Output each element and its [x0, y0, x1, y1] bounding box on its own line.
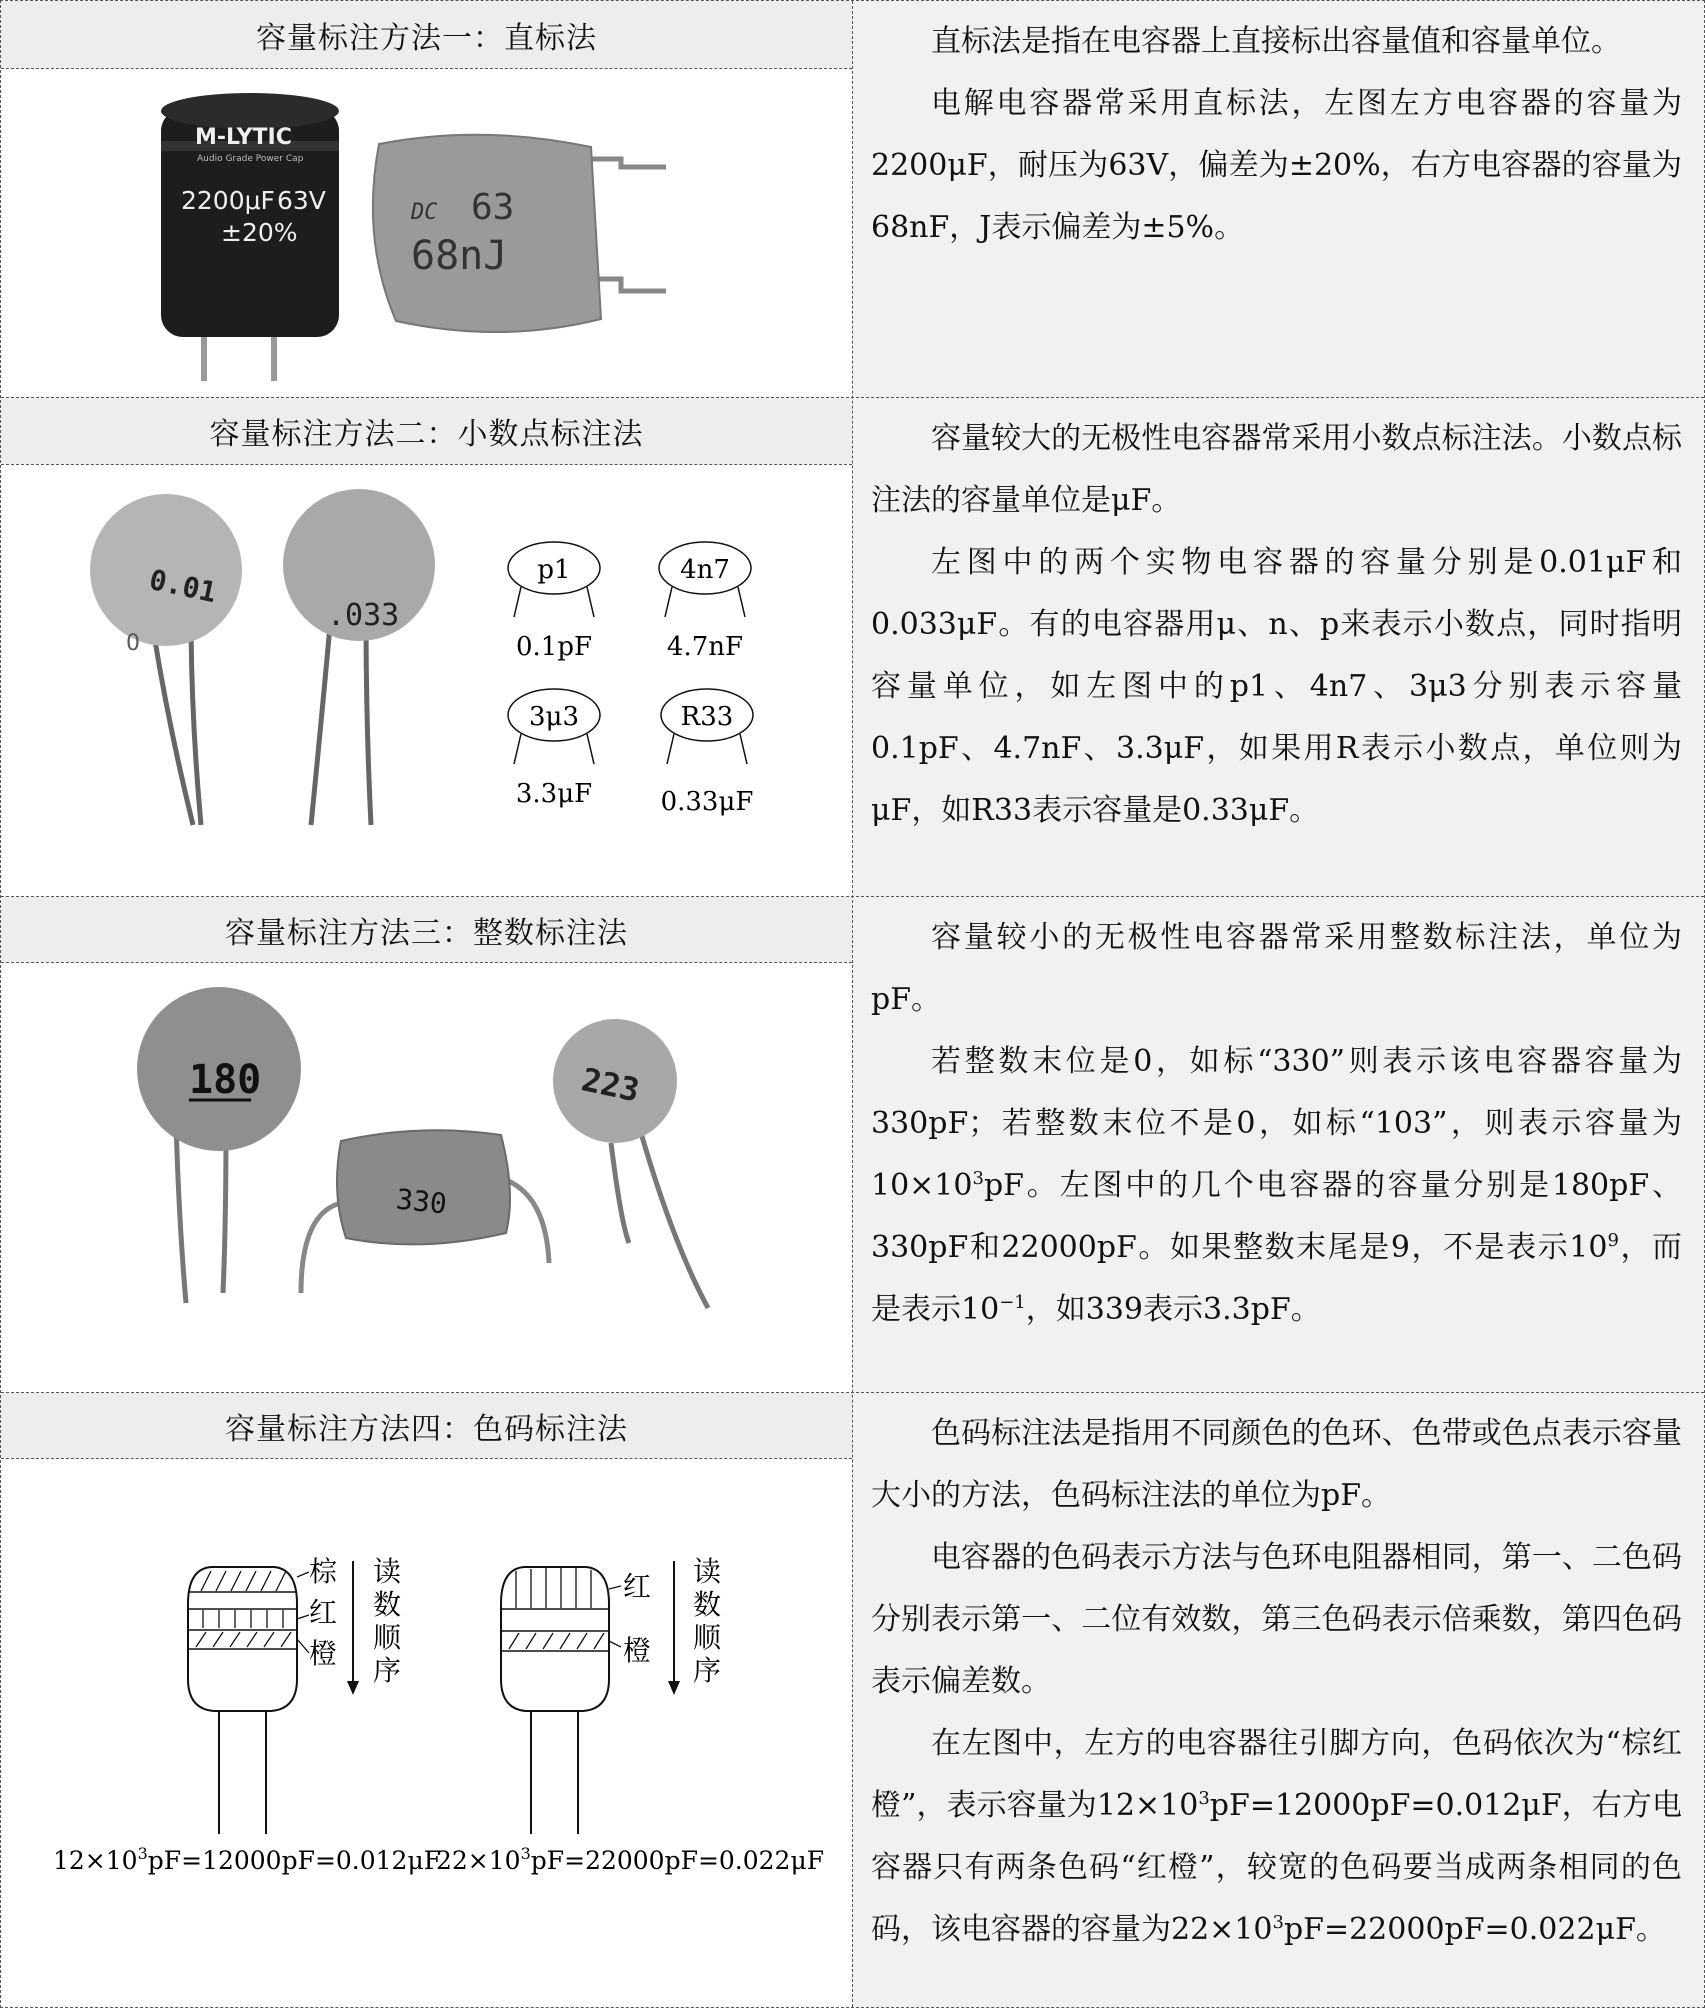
svg-text:223: 223 — [578, 1060, 643, 1110]
svg-text:棕: 棕 — [309, 1555, 338, 1588]
svg-text:p1: p1 — [537, 555, 571, 585]
figure-color-code-capacitors — [1, 1459, 852, 2007]
svg-text:序: 序 — [373, 1654, 402, 1687]
electrolytic-brand: M-LYTIC — [195, 125, 292, 150]
schematic-R33 — [661, 689, 754, 817]
svg-text:读: 读 — [693, 1555, 722, 1588]
right-capacitance-caption: $22\times 10^3pF=22000pF=0.022\mu F$ — [436, 1844, 825, 1875]
svg-text:0: 0 — [126, 631, 140, 656]
schematic-3u3 — [508, 689, 600, 809]
svg-text:DC: DC — [411, 200, 438, 225]
svg-text:Audio Grade Power Cap: Audio Grade Power Cap — [197, 154, 304, 164]
svg-text:红: 红 — [309, 1596, 338, 1629]
heading-direct-method: 容量标注方法一：直标法 — [1, 1, 852, 68]
svg-text:63V: 63V — [277, 186, 326, 215]
heading-color-code-method: 容量标注方法四：色码标注法 — [1, 1393, 852, 1458]
box-capacitor-330 — [301, 1130, 549, 1293]
svg-text:330: 330 — [394, 1182, 449, 1221]
heading-integer-method: 容量标注方法三：整数标注法 — [1, 897, 852, 962]
svg-text:0.01: 0.01 — [146, 562, 220, 610]
svg-text:63: 63 — [471, 187, 515, 228]
disc-capacitor-0.033 — [283, 489, 435, 825]
svg-text:顺: 顺 — [693, 1621, 722, 1654]
svg-text:橙: 橙 — [623, 1634, 652, 1667]
svg-text:3μ3: 3μ3 — [529, 702, 579, 732]
photo-direct-marked-capacitors — [1, 69, 852, 397]
svg-text:橙: 橙 — [309, 1637, 338, 1670]
text-color-code-method: 色码标注法是指用不同颜色的色环、色带或色点表示容量大小的方法，色码标注法的单位为pF。 电容器的色码表示方法与色环电阻器相同，第一、二色码分别表示第一、二位有效数，第三色码表示倍乘数，第四色码表示偏差数。 在左图中，左方的电容器往引脚方向，色码依次为“棕红橙”，表示容量为$12\times 10^3pF=12000pF=0.012\mu F$，右方电容器只有两条色码“红橙”，较宽的色码要当成两条相同的色码，该电容器的容量为$22\times 10^3pF=22000pF=0.022\mu F$。 — [853, 1393, 1704, 2007]
text-integer-method: 容量较小的无极性电容器常采用整数标注法，单位为pF。 若整数末位是0，如标“330”则表示该电容器容量为330pF；若整数末位不是0，如标“103”，则表示容量为$10\times 10^3pF$。左图中的几个电容器的容量分别是180pF、330pF和22000pF。如果整数末尾是9，不是表示$10^9$，而是表示$10^{-1}$，如339表示3.3pF。 — [853, 897, 1704, 1392]
electrolytic-capacitor — [161, 93, 339, 381]
svg-text:0.1pF: 0.1pF — [515, 632, 593, 662]
svg-text:R33: R33 — [680, 702, 734, 732]
svg-text:序: 序 — [693, 1654, 722, 1687]
film-code: 68nJ — [411, 233, 508, 279]
heading-decimal-method: 容量标注方法二：小数点标注法 — [1, 398, 852, 464]
disc-capacitor-223 — [553, 1019, 708, 1308]
svg-text:数: 数 — [693, 1588, 722, 1621]
schematic-p1 — [508, 542, 600, 662]
svg-text:4n7: 4n7 — [680, 555, 730, 585]
svg-text:±20%: ±20% — [221, 218, 298, 247]
disc-capacitor-180 — [137, 987, 301, 1303]
schematic-4n7 — [659, 542, 751, 662]
color-coded-capacitor-left — [188, 1555, 402, 1834]
film-capacitor — [373, 135, 666, 332]
electrolytic-value: 2200μF — [181, 186, 275, 215]
svg-text:数: 数 — [373, 1588, 402, 1621]
svg-text:180: 180 — [189, 1057, 262, 1103]
svg-text:.033: .033 — [327, 598, 400, 633]
disc-capacitor-0.01 — [90, 494, 242, 825]
svg-text:4.7nF: 4.7nF — [666, 632, 744, 662]
figure-decimal-marked-capacitors — [1, 465, 852, 896]
svg-text:0.33μF: 0.33μF — [660, 787, 754, 817]
svg-text:顺: 顺 — [373, 1621, 402, 1654]
photo-integer-marked-capacitors — [1, 963, 852, 1392]
left-capacitance-caption: $12\times 10^3pF=12000pF=0.012\mu F$ — [53, 1844, 442, 1875]
svg-text:3.3μF: 3.3μF — [515, 779, 593, 809]
color-coded-capacitor-right — [501, 1555, 722, 1834]
svg-text:读: 读 — [373, 1555, 402, 1588]
text-decimal-method: 容量较大的无极性电容器常采用小数点标注法。小数点标注法的容量单位是μF。 左图中的两个实物电容器的容量分别是0.01μF和0.033μF。有的电容器用μ、n、p来表示小数点，同时指明容量单位，如左图中的p1、4n7、3μ3分别表示容量0.1pF、4.7nF、3.3μF，如果用R表示小数点，单位则为μF，如R33表示容量是0.33μF。 — [853, 398, 1704, 896]
text-direct-method: 直标法是指在电容器上直接标出容量值和容量单位。 电解电容器常采用直标法，左图左方电容器的容量为2200μF，耐压为63V，偏差为±20%，右方电容器的容量为68nF，J表示偏差为±5%。 — [853, 1, 1704, 397]
svg-text:红: 红 — [623, 1570, 652, 1603]
